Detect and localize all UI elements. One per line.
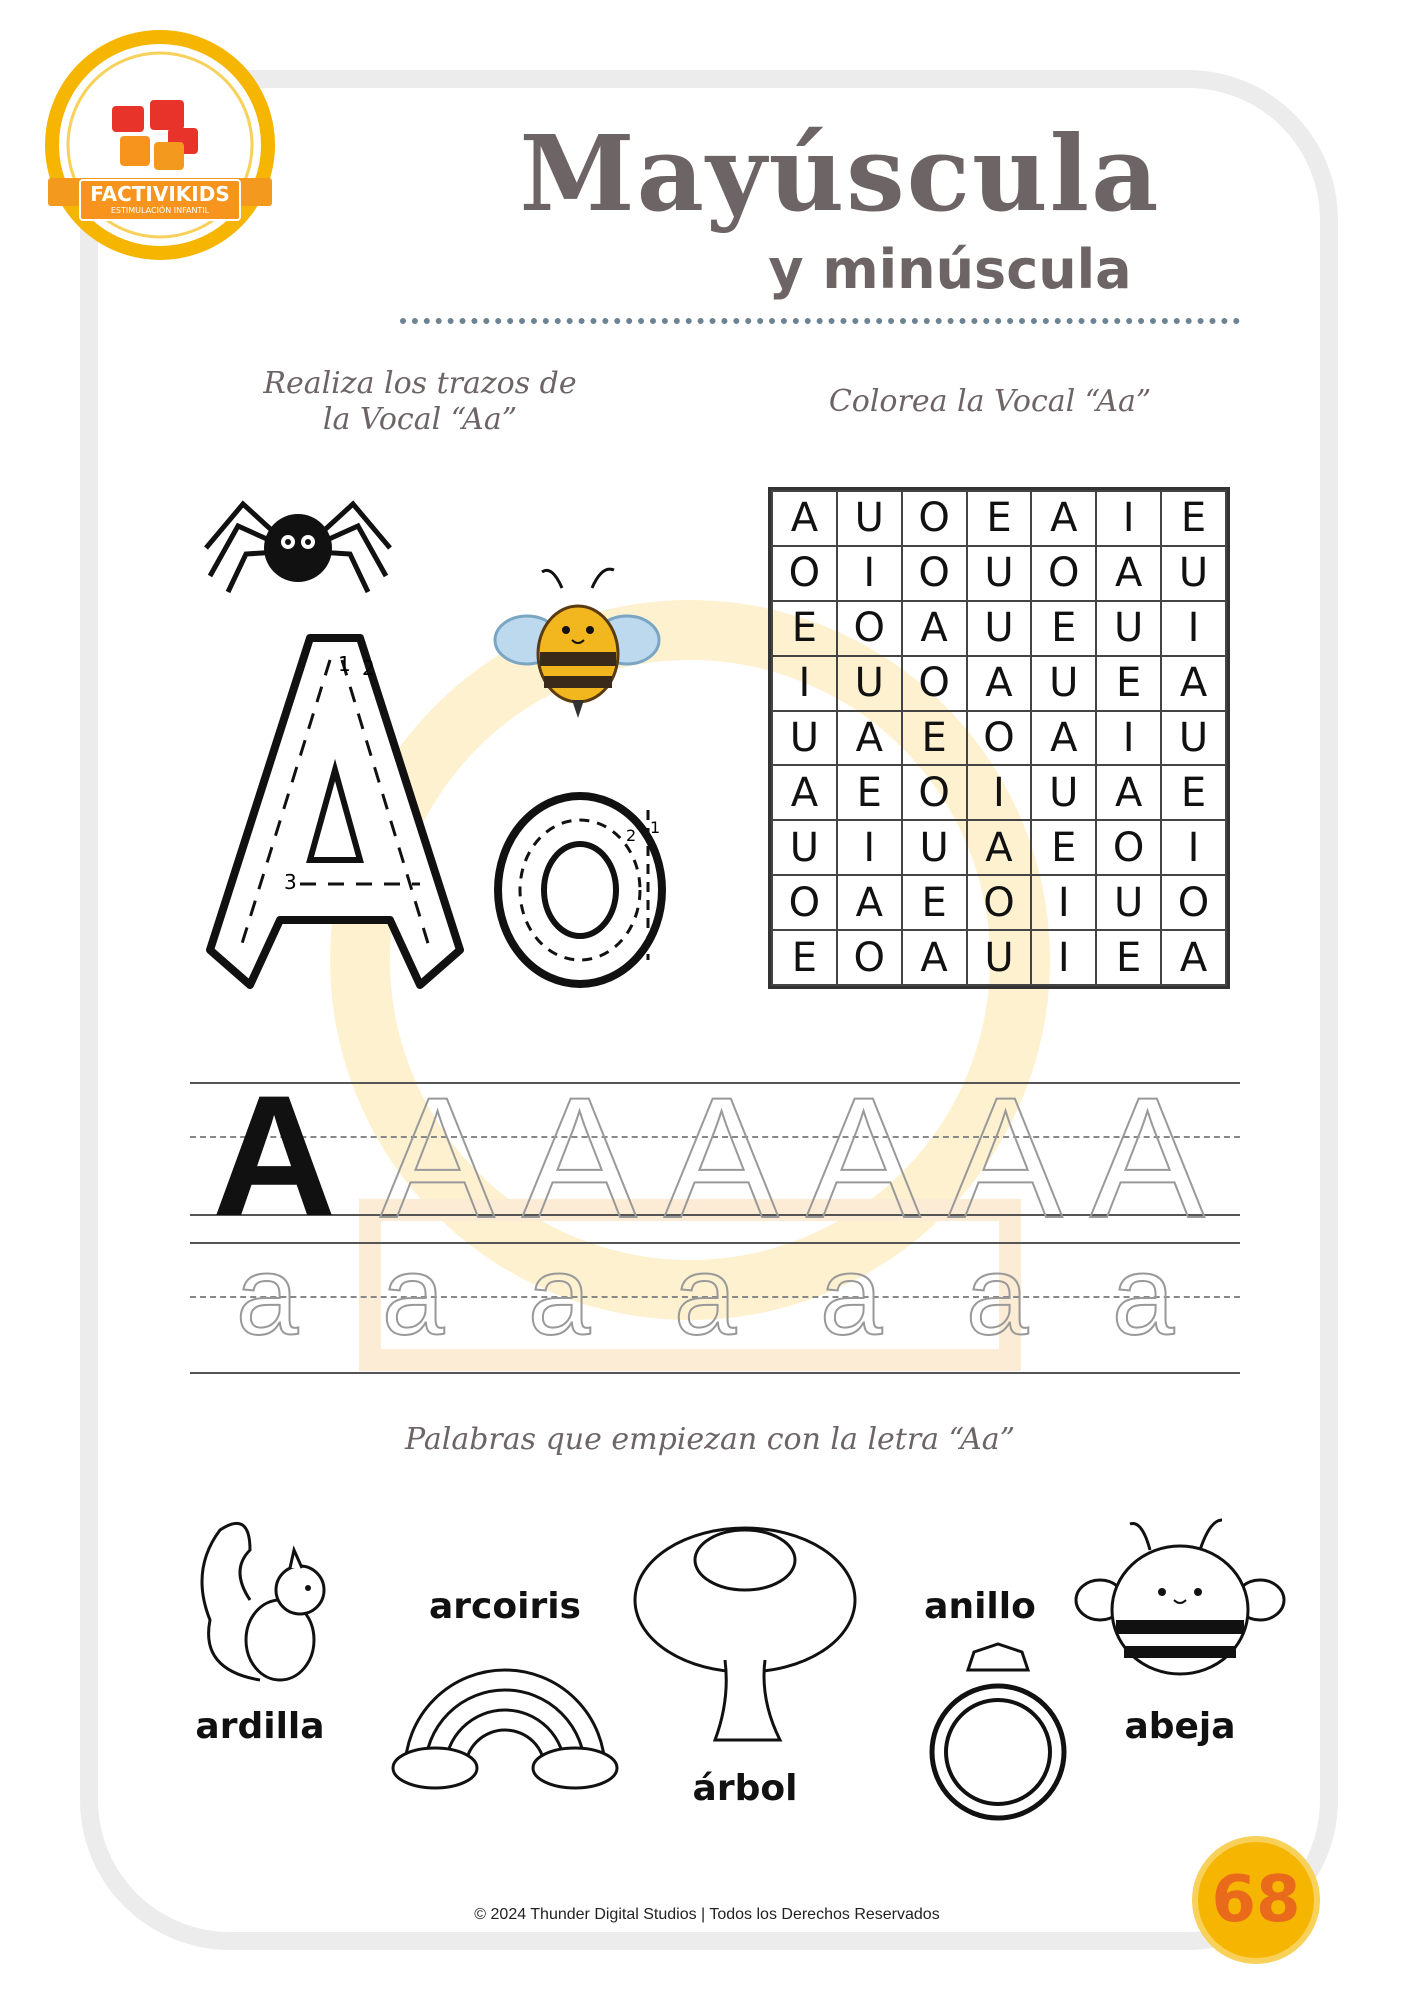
vowel-cell[interactable]: I <box>1161 820 1226 875</box>
vowel-cell[interactable]: I <box>837 820 902 875</box>
vowel-cell[interactable]: A <box>967 820 1032 875</box>
trace-lowercase-a: a <box>236 1233 299 1358</box>
brand-tagline: ESTIMULACIÓN INFANTIL <box>110 206 210 215</box>
vowel-cell[interactable]: I <box>772 656 837 711</box>
vowel-cell[interactable]: E <box>772 601 837 656</box>
trace-uppercase-a: A <box>1090 1062 1205 1254</box>
vowel-cell[interactable]: O <box>967 875 1032 930</box>
vowel-grid-row <box>772 930 1226 985</box>
ring-icon <box>918 1640 1078 1840</box>
vowel-cell[interactable]: O <box>902 765 967 820</box>
vowel-cell[interactable]: O <box>902 491 967 546</box>
guide-line <box>190 1372 1240 1374</box>
vowel-cell[interactable]: E <box>902 711 967 766</box>
vowel-grid-row <box>772 765 1226 820</box>
vowel-cell[interactable]: U <box>1031 765 1096 820</box>
trace-lowercase-a: a <box>674 1233 737 1358</box>
vowel-cell[interactable]: E <box>772 930 837 985</box>
footer-copyright: © 2024 Thunder Digital Studios | Todos los Derechos Reservados <box>474 1906 940 1923</box>
model-uppercase-a: A <box>212 1060 337 1252</box>
vowel-grid-row <box>772 546 1226 601</box>
trace-uppercase-a: A <box>664 1062 779 1254</box>
vowel-cell[interactable]: I <box>1096 491 1161 546</box>
rainbow-icon <box>385 1640 625 1790</box>
word-label: arcoiris <box>429 1586 581 1627</box>
vowel-cell[interactable]: E <box>1031 820 1096 875</box>
vowel-cell[interactable]: E <box>1096 930 1161 985</box>
vowel-cell[interactable]: U <box>1096 875 1161 930</box>
tree-icon <box>620 1520 870 1760</box>
word-label: anillo <box>924 1586 1036 1627</box>
vowel-cell[interactable]: A <box>1031 711 1096 766</box>
trace-uppercase-a: A <box>806 1062 921 1254</box>
spider-icon <box>198 496 398 596</box>
page-subtitle: y minúscula <box>768 238 1132 301</box>
vowel-grid-row <box>772 711 1226 766</box>
vowel-cell[interactable]: E <box>1161 491 1226 546</box>
header-divider <box>400 318 1240 324</box>
vowel-cell[interactable]: I <box>1161 601 1226 656</box>
vowel-cell[interactable]: U <box>902 820 967 875</box>
vowel-cell[interactable]: A <box>837 711 902 766</box>
trace-lowercase-a: a <box>382 1233 445 1358</box>
vowel-cell[interactable]: O <box>967 711 1032 766</box>
vowel-cell[interactable]: U <box>1161 711 1226 766</box>
vowel-cell[interactable]: E <box>1031 601 1096 656</box>
vowel-grid-row <box>772 601 1226 656</box>
vowel-cell[interactable]: O <box>772 546 837 601</box>
vowel-cell[interactable]: A <box>1161 930 1226 985</box>
trace-uppercase-a: A <box>380 1062 495 1254</box>
vowel-cell[interactable]: O <box>837 930 902 985</box>
vowel-cell[interactable]: I <box>1031 875 1096 930</box>
trace-instruction: Realiza los trazos de la Vocal “Aa” <box>263 366 577 437</box>
vowel-cell[interactable]: A <box>1161 656 1226 711</box>
vowel-cell[interactable]: U <box>967 930 1032 985</box>
vowel-cell[interactable]: O <box>902 546 967 601</box>
vowel-cell[interactable]: U <box>967 546 1032 601</box>
vowel-cell[interactable]: U <box>772 711 837 766</box>
words-instruction: Palabras que empiezan con la letra “Aa” <box>405 1422 1015 1457</box>
word-label: abeja <box>1124 1706 1236 1747</box>
vowel-cell[interactable]: U <box>772 820 837 875</box>
vowel-cell[interactable]: I <box>967 765 1032 820</box>
vowel-cell[interactable]: U <box>1096 601 1161 656</box>
word-label: árbol <box>692 1768 798 1809</box>
vowel-cell[interactable]: A <box>772 491 837 546</box>
stroke-number: 3 <box>284 870 297 894</box>
vowel-cell[interactable]: E <box>967 491 1032 546</box>
stroke-number: 2 <box>362 656 375 680</box>
bee-outline-icon <box>1070 1500 1290 1700</box>
letter-tracing-figure <box>190 620 690 1010</box>
word-label: ardilla <box>195 1706 325 1747</box>
vowel-cell[interactable]: A <box>1096 765 1161 820</box>
trace-uppercase-a: A <box>948 1062 1063 1254</box>
vowel-cell[interactable]: U <box>837 656 902 711</box>
stroke-number: 1 <box>650 818 661 837</box>
vowel-cell[interactable]: U <box>837 491 902 546</box>
page-number-badge: 68 <box>1198 1842 1314 1958</box>
stroke-number: 2 <box>626 826 637 845</box>
trace-lowercase-a: a <box>820 1233 883 1358</box>
vowel-cell[interactable]: O <box>1096 820 1161 875</box>
vowel-cell[interactable]: A <box>837 875 902 930</box>
vowel-cell[interactable]: E <box>1096 656 1161 711</box>
vowel-cell[interactable]: O <box>902 656 967 711</box>
vowel-cell[interactable]: I <box>837 546 902 601</box>
factivikids-logo <box>40 30 280 270</box>
vowel-grid-row <box>772 656 1226 711</box>
color-instruction: Colorea la Vocal “Aa” <box>828 384 1152 419</box>
vowel-cell[interactable]: A <box>1096 546 1161 601</box>
vowel-grid-row <box>772 820 1226 875</box>
vowel-cell[interactable]: A <box>967 656 1032 711</box>
stroke-number: 1 <box>338 652 351 676</box>
vowel-cell[interactable]: E <box>902 875 967 930</box>
vowel-cell[interactable]: U <box>1031 656 1096 711</box>
vowel-cell[interactable]: O <box>1161 875 1226 930</box>
trace-lowercase-a: a <box>966 1233 1029 1358</box>
vowel-coloring-grid <box>768 487 1230 989</box>
vowel-grid-row <box>772 875 1226 930</box>
squirrel-icon <box>180 1510 340 1690</box>
vowel-cell[interactable]: O <box>837 601 902 656</box>
trace-lowercase-a: a <box>1112 1233 1175 1358</box>
vowel-cell[interactable]: I <box>1096 711 1161 766</box>
vowel-cell[interactable]: U <box>967 601 1032 656</box>
vowel-cell[interactable]: I <box>1031 930 1096 985</box>
brand-name: FACTIVIKIDS <box>90 182 230 206</box>
vowel-cell[interactable]: A <box>1031 491 1096 546</box>
vowel-grid-row <box>772 491 1226 546</box>
trace-lowercase-a: a <box>528 1233 591 1358</box>
vowel-cell[interactable]: E <box>837 765 902 820</box>
vowel-cell[interactable]: A <box>902 930 967 985</box>
vowel-table <box>771 490 1227 986</box>
vowel-cell[interactable]: A <box>902 601 967 656</box>
vowel-cell[interactable]: U <box>1161 546 1226 601</box>
vowel-cell[interactable]: O <box>1031 546 1096 601</box>
vowel-cell[interactable]: E <box>1161 765 1226 820</box>
page-title: Mayúscula <box>519 112 1161 235</box>
vowel-cell[interactable]: O <box>772 875 837 930</box>
trace-uppercase-a: A <box>522 1062 637 1254</box>
vowel-cell[interactable]: A <box>772 765 837 820</box>
